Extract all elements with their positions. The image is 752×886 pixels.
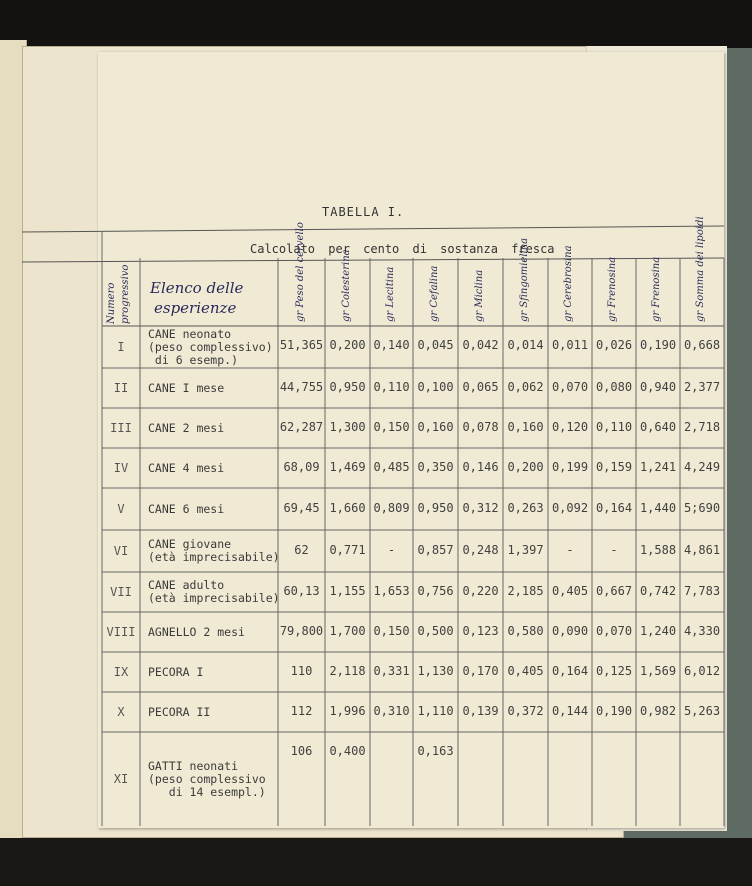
row-description: CANE neonato (peso complessivo) di 6 esemp.)	[148, 326, 273, 367]
value-cell: 0,062	[507, 380, 544, 394]
value-cell: 1,240	[639, 624, 677, 638]
value-cell: 1,440	[639, 501, 677, 515]
value-cell: 2,718	[683, 420, 721, 434]
value-cell: 0,070	[595, 624, 633, 638]
row-number: V	[117, 502, 125, 516]
value-cell: 2,118	[329, 664, 366, 678]
value-cell: -	[610, 543, 618, 557]
value-cell: 0,248	[462, 543, 499, 557]
column-header: gr Frenosina	[607, 256, 618, 322]
value-cell: 0,982	[639, 704, 677, 718]
row-number: I	[117, 340, 125, 354]
value-cell: 62,287	[279, 420, 324, 434]
row-number: X	[117, 705, 125, 719]
table-subtitle: Calcolato per cento di sostanza fresca	[250, 242, 555, 256]
value-cell: 0,950	[329, 380, 366, 394]
column-header: gr Frenosina	[651, 256, 662, 322]
value-cell: 0,263	[507, 501, 544, 515]
value-cell: 0,668	[683, 338, 721, 352]
value-cell: 0,100	[417, 380, 454, 394]
column-header: gr Cerebrosina	[563, 245, 574, 322]
value-cell: 0,350	[417, 460, 454, 474]
row-number: IV	[113, 461, 129, 475]
value-cell: 0,857	[417, 543, 454, 557]
column-header: gr Lecitina	[384, 266, 396, 322]
column-header: gr Peso del cervello	[294, 222, 306, 322]
table-title: TABELLA I.	[322, 205, 405, 219]
value-cell: 4,861	[683, 543, 721, 557]
value-cell: 0,405	[507, 664, 544, 678]
row-description: PECORA I	[148, 664, 204, 679]
value-cell: 5,263	[683, 704, 721, 718]
value-cell: 0,110	[373, 380, 410, 394]
value-cell: 1,660	[329, 501, 366, 515]
value-cell: 0,065	[462, 380, 499, 394]
value-cell: 0,042	[462, 338, 499, 352]
value-cell: 0,164	[595, 501, 633, 515]
row-description: CANE I mese	[148, 380, 225, 395]
header-numero-line1: Numero	[106, 282, 117, 324]
value-cell: 4,249	[683, 460, 721, 474]
value-cell: 0,667	[595, 584, 633, 598]
value-cell: 0,090	[551, 624, 589, 638]
value-cell: 0,026	[595, 338, 633, 352]
value-cell: 0,190	[595, 704, 633, 718]
value-cell: 1,155	[329, 584, 366, 598]
row-description: PECORA II	[148, 704, 211, 719]
value-cell: 0,011	[551, 338, 589, 352]
row-description: GATTI neonati (peso complessivo di 14 esempl.)	[148, 758, 266, 799]
value-cell: 68,09	[283, 460, 320, 474]
row-description: CANE 2 mesi	[148, 420, 225, 435]
value-cell: 0,809	[373, 501, 410, 515]
value-cell: 1,700	[329, 624, 366, 638]
value-cell: 0,125	[595, 664, 633, 678]
value-cell: 0,771	[329, 543, 366, 557]
value-cell: 1,397	[507, 543, 544, 557]
value-cell: -	[566, 543, 574, 557]
value-cell: 0,170	[462, 664, 499, 678]
value-cell: 0,146	[462, 460, 499, 474]
value-cell: 1,300	[329, 420, 366, 434]
value-cell: 110	[290, 664, 313, 678]
column-header: gr Colesterina	[340, 249, 352, 322]
value-cell: 0,310	[373, 704, 410, 718]
header-elenco	[150, 278, 243, 318]
value-cell: 2,185	[507, 584, 544, 598]
value-cell: 60,13	[283, 584, 320, 598]
column-header: gr Miclina	[473, 269, 485, 322]
value-cell: 6,012	[683, 664, 721, 678]
value-cell: 112	[290, 704, 313, 718]
column-header: gr Sfingomielina	[518, 237, 530, 322]
value-cell: 1,653	[373, 584, 410, 598]
value-cell: 0,092	[551, 501, 589, 515]
value-cell: 0,150	[373, 420, 410, 434]
value-cell: 0,150	[373, 624, 410, 638]
value-cell: 0,742	[639, 584, 677, 598]
value-cell: 0,123	[462, 624, 499, 638]
column-header: gr Somma dei lipoidi	[695, 216, 706, 322]
value-cell: 0,014	[507, 338, 544, 352]
value-cell: 0,640	[639, 420, 677, 434]
value-cell: 0,190	[639, 338, 677, 352]
value-cell: 1,569	[639, 664, 677, 678]
header-elenco-line1: Elenco delle	[150, 279, 244, 297]
value-cell: 0,950	[417, 501, 454, 515]
row-number: XI	[113, 772, 129, 786]
value-cell: 0,331	[373, 664, 410, 678]
value-cell: -	[387, 543, 396, 557]
value-cell: 0,220	[462, 584, 499, 598]
value-cell: 0,140	[373, 338, 410, 352]
value-cell: 0,756	[417, 584, 454, 598]
value-cell: 0,199	[551, 460, 589, 474]
row-number: II	[113, 381, 129, 395]
value-cell: 79,800	[279, 624, 324, 638]
value-cell: 0,164	[551, 664, 589, 678]
value-cell: 1,996	[329, 704, 366, 718]
value-cell: 7,783	[683, 584, 721, 598]
value-cell: 69,45	[283, 501, 320, 515]
value-cell: 0,400	[329, 744, 366, 758]
value-cell: 5;690	[683, 501, 721, 515]
value-cell: 0,045	[417, 338, 454, 352]
row-number: VII	[110, 585, 132, 599]
value-cell: 1,588	[639, 543, 677, 557]
row-description: CANE 6 mesi	[148, 501, 225, 516]
value-cell: 0,500	[417, 624, 454, 638]
value-cell: 0,312	[462, 501, 499, 515]
row-number: VIII	[106, 625, 136, 639]
value-cell: 0,070	[551, 380, 589, 394]
value-cell: 62	[294, 543, 309, 557]
value-cell: 1,469	[329, 460, 366, 474]
value-cell: 0,139	[462, 704, 499, 718]
row-description: CANE 4 mesi	[148, 460, 225, 475]
value-cell: 0,078	[462, 420, 499, 434]
value-cell: 1,130	[417, 664, 454, 678]
row-description: AGNELLO 2 mesi	[148, 624, 245, 639]
value-cell: 0,372	[507, 704, 544, 718]
value-cell: 51,365	[279, 338, 324, 352]
value-cell: 0,120	[551, 420, 589, 434]
value-cell: 2,377	[683, 380, 721, 394]
row-description: CANE adulto (età imprecisabile)	[148, 578, 280, 605]
value-cell: 0,405	[551, 584, 589, 598]
value-cell: 0,580	[507, 624, 544, 638]
value-cell: 4,330	[683, 624, 721, 638]
row-number: IX	[113, 665, 129, 679]
value-cell: 0,144	[551, 704, 589, 718]
value-cell: 0,159	[595, 460, 633, 474]
value-cell: 0,200	[507, 460, 544, 474]
row-description: CANE giovane (età imprecisabile)	[148, 537, 280, 564]
header-elenco-line2: esperienze	[154, 299, 237, 317]
value-cell: 0,163	[417, 744, 454, 758]
value-cell: 0,080	[595, 380, 633, 394]
row-number: III	[110, 421, 132, 435]
value-cell: 0,160	[417, 420, 454, 434]
value-cell: 44,755	[279, 380, 324, 394]
value-cell: 0,200	[329, 338, 366, 352]
value-cell: 0,485	[373, 460, 410, 474]
value-cell: 1,110	[417, 704, 454, 718]
value-cell: 0,160	[507, 420, 544, 434]
value-cell: 1,241	[639, 460, 677, 474]
header-numero-line2: progressivo	[120, 264, 131, 324]
row-number: VI	[113, 544, 129, 558]
column-header: gr Cefalina	[428, 265, 440, 322]
value-cell: 0,110	[595, 420, 633, 434]
value-cell: 106	[290, 744, 313, 758]
value-cell: 0,940	[639, 380, 677, 394]
